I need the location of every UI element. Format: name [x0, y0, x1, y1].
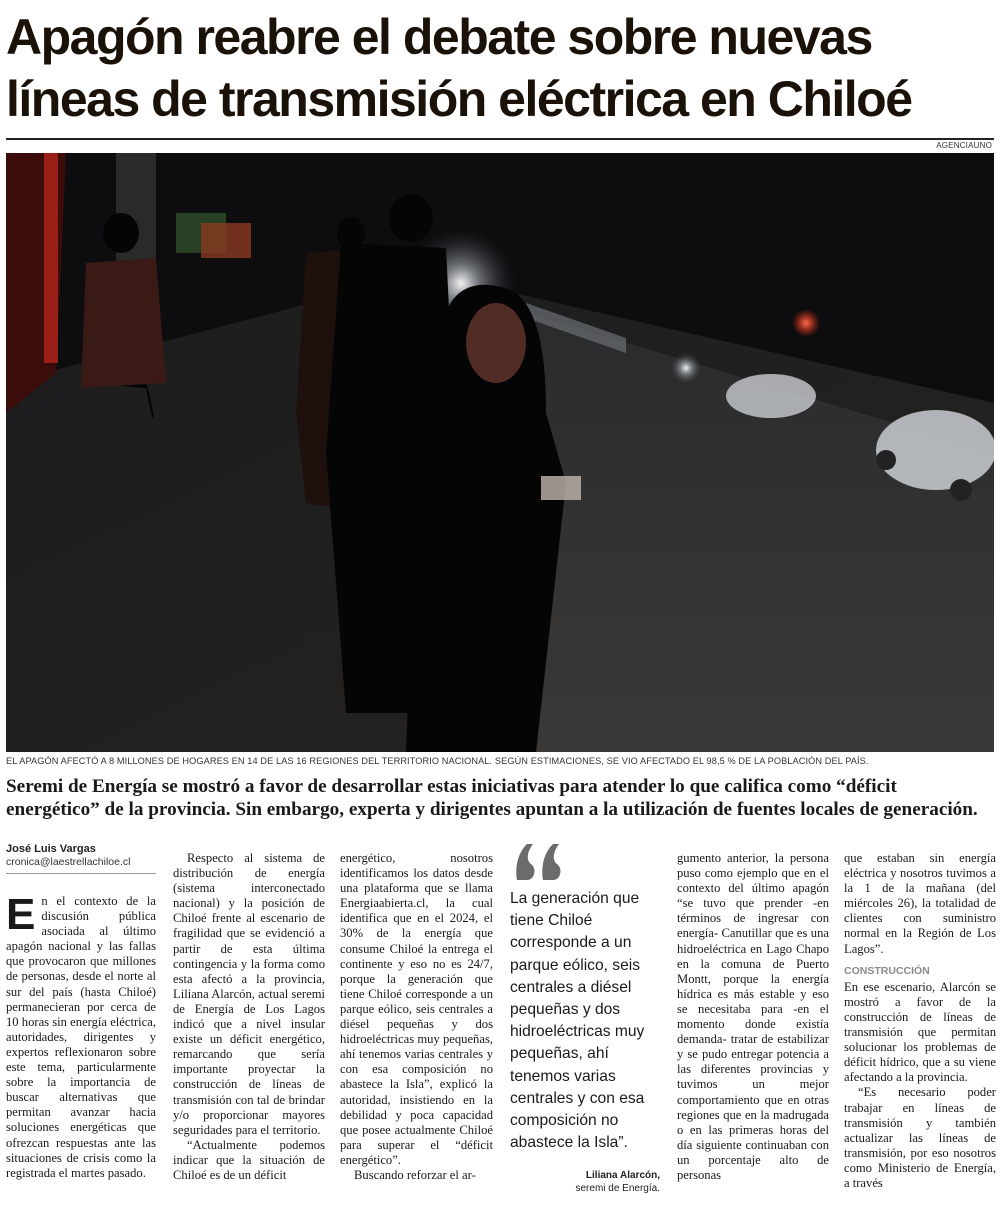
photo-credit: AGENCIAUNO: [936, 141, 992, 150]
paragraph: energético, nosotros identificamos los datos desde una plataforma que se llama Energiaabierta.cl, la cual identifica que en el 2024, el 30% de la energía que consume Chiloé la entrega el continente y eso no es 24/7, porque la generación que tiene Chiloé corresponde a un parque eólico, seis centrales a diésel pequeñas y dos hidroeléctricas muy pequeñas, ahí tenemos varias centrales y con esa composición no abastece la Isla”, explicó la autoridad, insistiendo en la debilidad y poca capacidad que posee actualmente Chiloé para superar el “déficit energético”.: [340, 851, 493, 1167]
paragraph: n el contexto de la discusión pública asociada al último apagón nacional y las fallas que provocaron que millones de personas, desde el norte al sur del país (hasta Chiloé) permanecieran por cerca de 10 horas sin energía eléctrica, autoridades, dirigentes y expertos reflexionaron sobre este tema, particularmente sobre la importancia de buscar alternativas que permitan avanzar hacia soluciones energéticas que ofrezcan respuestas ante las situaciones de crisis como la registrada el martes pasado.: [6, 894, 156, 1180]
paragraph: “Es necesario poder trabajar en líneas de transmisión y también actualizar las líneas de transmisión, por eso nosotros como Ministerio de Energía, a través: [844, 1085, 996, 1190]
column-1: [6, 890, 156, 1181]
column-2: [173, 851, 325, 1183]
column-5: [677, 851, 829, 1183]
news-photo: [6, 153, 994, 752]
headline-rule: [6, 138, 994, 140]
paragraph: “Actualmente podemos indicar que la situación de Chiloé es de un déficit: [173, 1137, 325, 1182]
section-subhead: CONSTRUCCIÓN: [844, 964, 930, 977]
author-name: José Luis Vargas: [6, 843, 96, 855]
pull-quote-role: seremi de Energía.: [575, 1183, 660, 1194]
night-street-illustration: [6, 153, 994, 752]
column-3: [340, 851, 493, 1183]
paragraph: gumento anterior, la persona puso como ejemplo que en el contexto del último apagón “se tuvo que prender -en términos de ingresar con energía- Canutillar que es una hidroeléctrica en Lago Chapo en la comuna de Puerto Montt, porque la energía hídrica es más estable y eso se necesitaba para -en el momento donde existía demanda- tratar de estabilizar y se pudo entregar potencia a las diferentes provincias y tuvimos un mejor comportamiento que en otras regiones que en la madrugada o en las primeras horas del día siguiente continuaban con un porcentaje alto de personas: [677, 851, 829, 1182]
pull-quote: [507, 840, 662, 1180]
author-email[interactable]: cronica@laestrellachiloe.cl: [6, 856, 131, 868]
paragraph: Respecto al sistema de distribución de energía (sistema interconectado nacional) y la posición de Chiloé frente al escenario de fragilidad que se evidenció a partir de esta última contingencia y la forma como esta afectó a la provincia, Liliana Alarcón, actual seremi de Energía de Los Lagos indicó que a nivel insular existe un déficit energético, remarcando que sería importante proyectar la construcción de líneas de transmisión con tal de brindar y/o proporcionar mayores seguridades para el territorio.: [173, 851, 325, 1137]
headline: Apagón reabre el debate sobre nuevas líneas de transmisión eléctrica en Chiloé: [6, 9, 912, 127]
pull-quote-name: Liliana Alarcón,: [585, 1170, 660, 1181]
quote-mark-icon: [513, 840, 565, 882]
photo-caption: EL APAGÓN AFECTÓ A 8 MILLONES DE HOGARES EN 14 DE LAS 16 REGIONES DEL TERRITORIO NACIONAL. SEGÚN ESTIMACIONES, SE VIO AFECTADO EL 98,5 % DE LA POBLACIÓN DEL PAÍS.: [6, 756, 869, 766]
drop-cap: E: [6, 890, 36, 939]
pull-quote-text: La generación que tiene Chiloé corresponde a un parque eólico, seis centrales a diésel pequeñas y dos hidroeléctricas muy pequeñas, ahí tenemos varias centrales y con esa composición no abastece la Isla”.: [510, 890, 645, 1152]
paragraph: En ese escenario, Alarcón se mostró a favor de la construcción de líneas de transmisión que permitan solucionar los problemas de déficit hídrico, que a su viene afectando a la provincia.: [844, 979, 996, 1085]
byline-rule: [6, 873, 156, 874]
paragraph: Buscando reforzar el ar-: [354, 1167, 476, 1182]
paragraph: que estaban sin energía eléctrica y nosotros tuvimos a la 1 de la mañana (del miércoles 26), la totalidad de clientes con suministro normal en la Región de Los Lagos”.: [844, 851, 996, 956]
article-deck: Seremi de Energía se mostró a favor de desarrollar estas iniciativas para atender lo que califica como “déficit energético” de la provincia. Sin embargo, experta y dirigentes apuntan a la utilización de fuentes locales de generación.: [6, 776, 978, 820]
column-6: [844, 851, 996, 1191]
byline: [6, 843, 156, 868]
